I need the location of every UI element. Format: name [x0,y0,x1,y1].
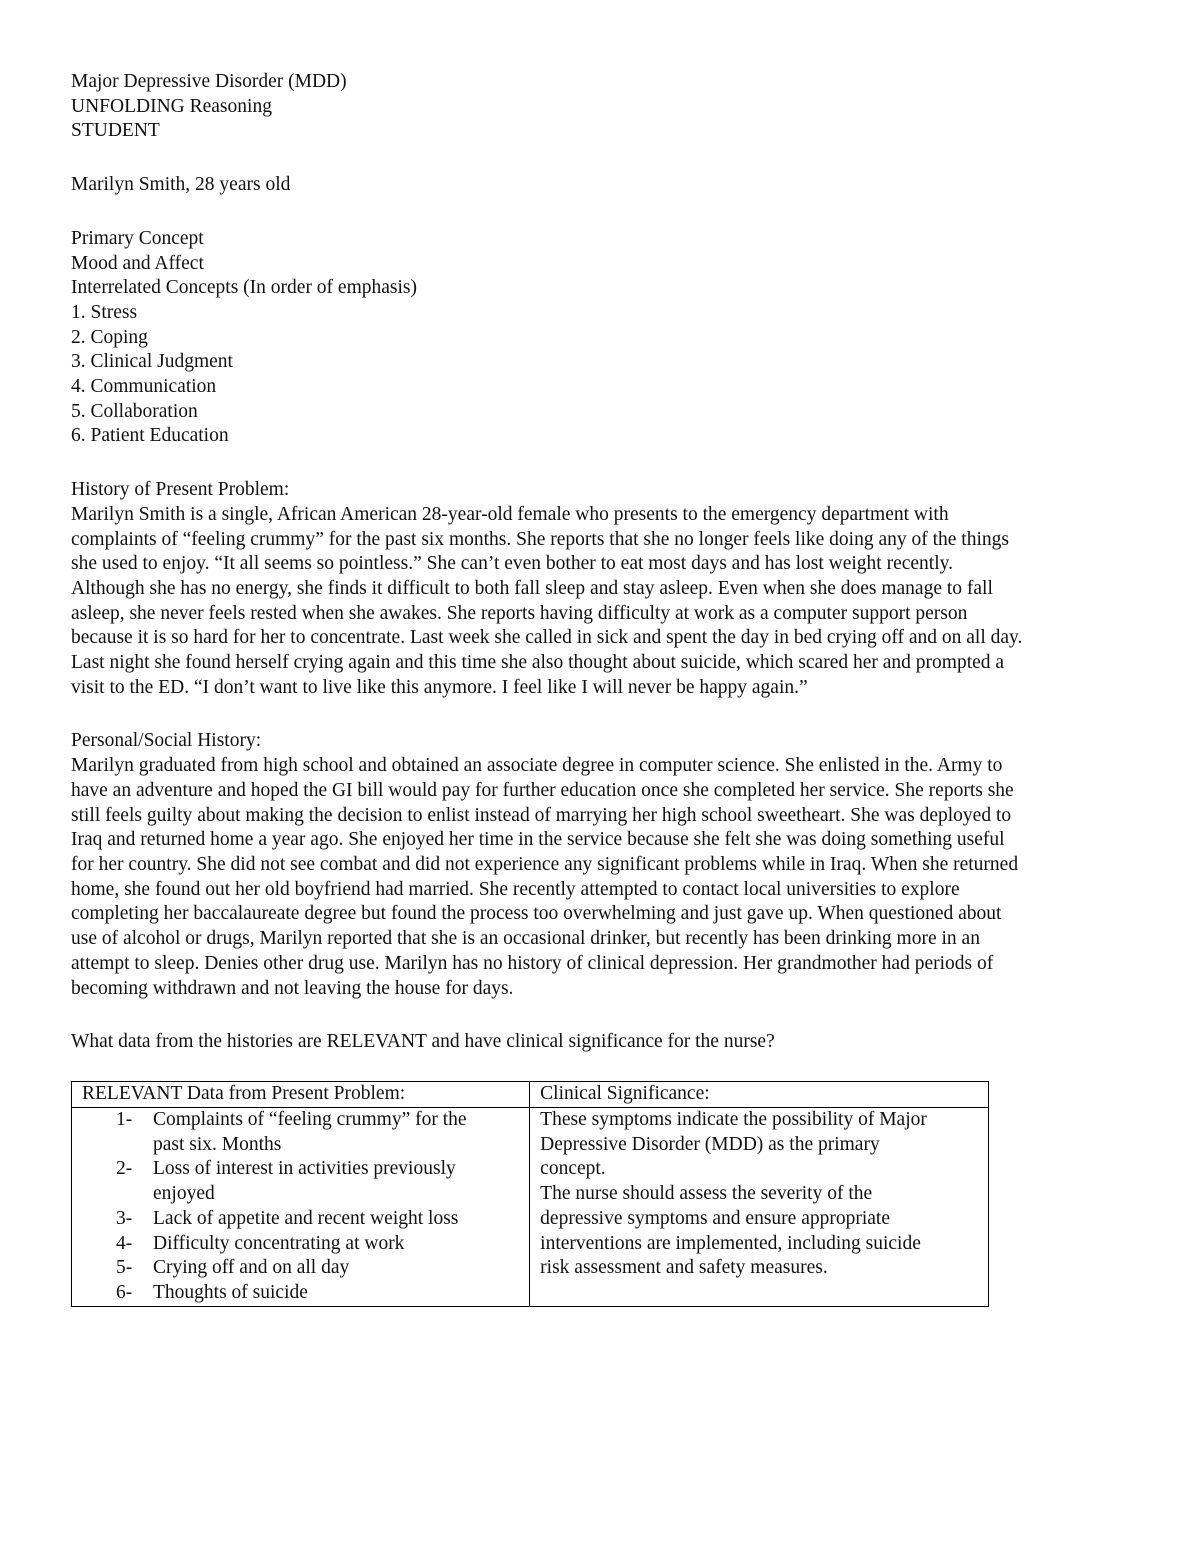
list-item-text: Lack of appetite and recent weight loss [153,1207,459,1229]
clinical-significance-cell [530,1108,989,1307]
text-line: becoming withdrawn and not leaving the house for days. [71,977,514,999]
patient-name: Marilyn Smith, 28 years old [71,174,291,196]
document-subtitle: UNFOLDING Reasoning [71,95,272,117]
list-item-number: 5- [116,1257,133,1279]
significance-line: Depressive Disorder (MDD) as the primary [540,1133,880,1155]
relevant-data-cell [72,1108,530,1307]
document-role: STUDENT [71,120,160,142]
text-line: visit to the ED. “I don’t want to live like this anymore. I feel like I will never be happy again.” [71,676,808,698]
list-item-number: 3- [116,1207,133,1229]
text-line: home, she found out her old boyfriend had married. She recently attempted to contact local universities to explore [71,878,960,900]
list-item-text: Thoughts of suicide [153,1281,308,1303]
concept-item: 5. Collaboration [71,400,198,422]
text-line: have an adventure and hoped the GI bill would pay for further education once she completed her service. She reports she [71,779,1014,801]
list-item-text: Difficulty concentrating at work [153,1232,405,1254]
document-page [71,70,1131,1055]
table-header-row [72,1082,989,1108]
history-social-heading: Personal/Social History: [71,730,262,752]
relevant-data-list [82,1108,529,1306]
list-item-text: Crying off and on all day [153,1257,350,1279]
concept-item: 4. Communication [71,376,217,398]
relevant-data-table [71,1081,989,1307]
interrelated-concepts-heading: Interrelated Concepts (In order of emphasis) [71,277,417,299]
history-present-heading: History of Present Problem: [71,479,290,501]
list-item-number: 4- [116,1232,133,1254]
list-item-number: 6- [116,1281,133,1303]
primary-concept-heading: Primary Concept [71,227,204,249]
list-item-text: Loss of interest in activities previously [153,1158,456,1180]
list-item [82,1256,529,1281]
text-line: complaints of “feeling crummy” for the past six months. She reports that she no longer feels like doing any of the things [71,528,1009,550]
significance-line: The nurse should assess the severity of the [540,1183,873,1205]
text-line: Last night she found herself crying again and this time she also thought about suicide, which scared her and prompted a [71,652,1005,674]
list-item [82,1281,529,1306]
list-item [82,1108,529,1157]
table-row [72,1108,989,1307]
question-text: What data from the histories are RELEVANT and have clinical significance for the nurse? [71,1031,775,1053]
relevant-data-header: RELEVANT Data from Present Problem: [72,1082,530,1108]
history-social-text [71,754,1131,1001]
text-line: still feels guilty about making the decision to enlist instead of marrying her high school sweetheart. She was deployed to [71,804,1012,826]
concept-item: 6. Patient Education [71,425,229,447]
clinical-significance-header: Clinical Significance: [530,1082,989,1108]
significance-line: depressive symptoms and ensure appropriate [540,1207,890,1229]
list-item [82,1157,529,1206]
concept-item: 2. Coping [71,326,148,348]
list-item [82,1232,529,1257]
list-item-text: past six. Months [153,1133,282,1155]
significance-line: concept. [540,1158,606,1180]
list-item-number: 1- [116,1109,133,1130]
significance-line: interventions are implemented, including suicide [540,1232,921,1254]
text-line: Iraq and returned home a year ago. She enjoyed her time in the service because she felt she was doing something useful [71,829,1005,851]
text-line: completing her baccalaureate degree but found the process too overwhelming and just gave up. When questioned about [71,903,1002,925]
text-line: Marilyn graduated from high school and obtained an associate degree in computer science. She enlisted in the. Army to [71,755,1003,777]
text-line: Although she has no energy, she finds it difficult to both fall sleep and stay asleep. Even when she does manage to fall [71,577,993,599]
history-present-text [71,503,1131,701]
text-line: asleep, she never feels rested when she awakes. She reports having difficulty at work as a computer support person [71,602,968,624]
list-item-number: 2- [116,1158,133,1180]
concept-item: 1. Stress [71,301,138,323]
list-item [82,1207,529,1232]
text-line: for her country. She did not see combat and did not experience any significant problems while in Iraq. When she returned [71,853,1019,875]
concept-item: 3. Clinical Judgment [71,351,233,373]
primary-concept: Mood and Affect [71,252,204,274]
document-title: Major Depressive Disorder (MDD) [71,71,347,92]
text-line: Marilyn Smith is a single, African American 28-year-old female who presents to the emergency department with [71,503,949,525]
text-line: she used to enjoy. “It all seems so pointless.” She can’t even bother to eat most days and has lost weight recently. [71,553,953,575]
list-item-text: enjoyed [153,1183,215,1205]
list-item-text: Complaints of “feeling crummy” for the [153,1109,467,1130]
significance-line: risk assessment and safety measures. [540,1257,828,1279]
text-line: because it is so hard for her to concentrate. Last week she called in sick and spent the day in bed crying off and on all day. [71,627,1023,649]
text-line: use of alcohol or drugs, Marilyn reported that she is an occasional drinker, but recently has been drinking more in an [71,928,980,950]
text-line: attempt to sleep. Denies other drug use. Marilyn has no history of clinical depression. Her grandmother had periods of [71,952,994,974]
significance-line: These symptoms indicate the possibility of Major [540,1109,927,1130]
